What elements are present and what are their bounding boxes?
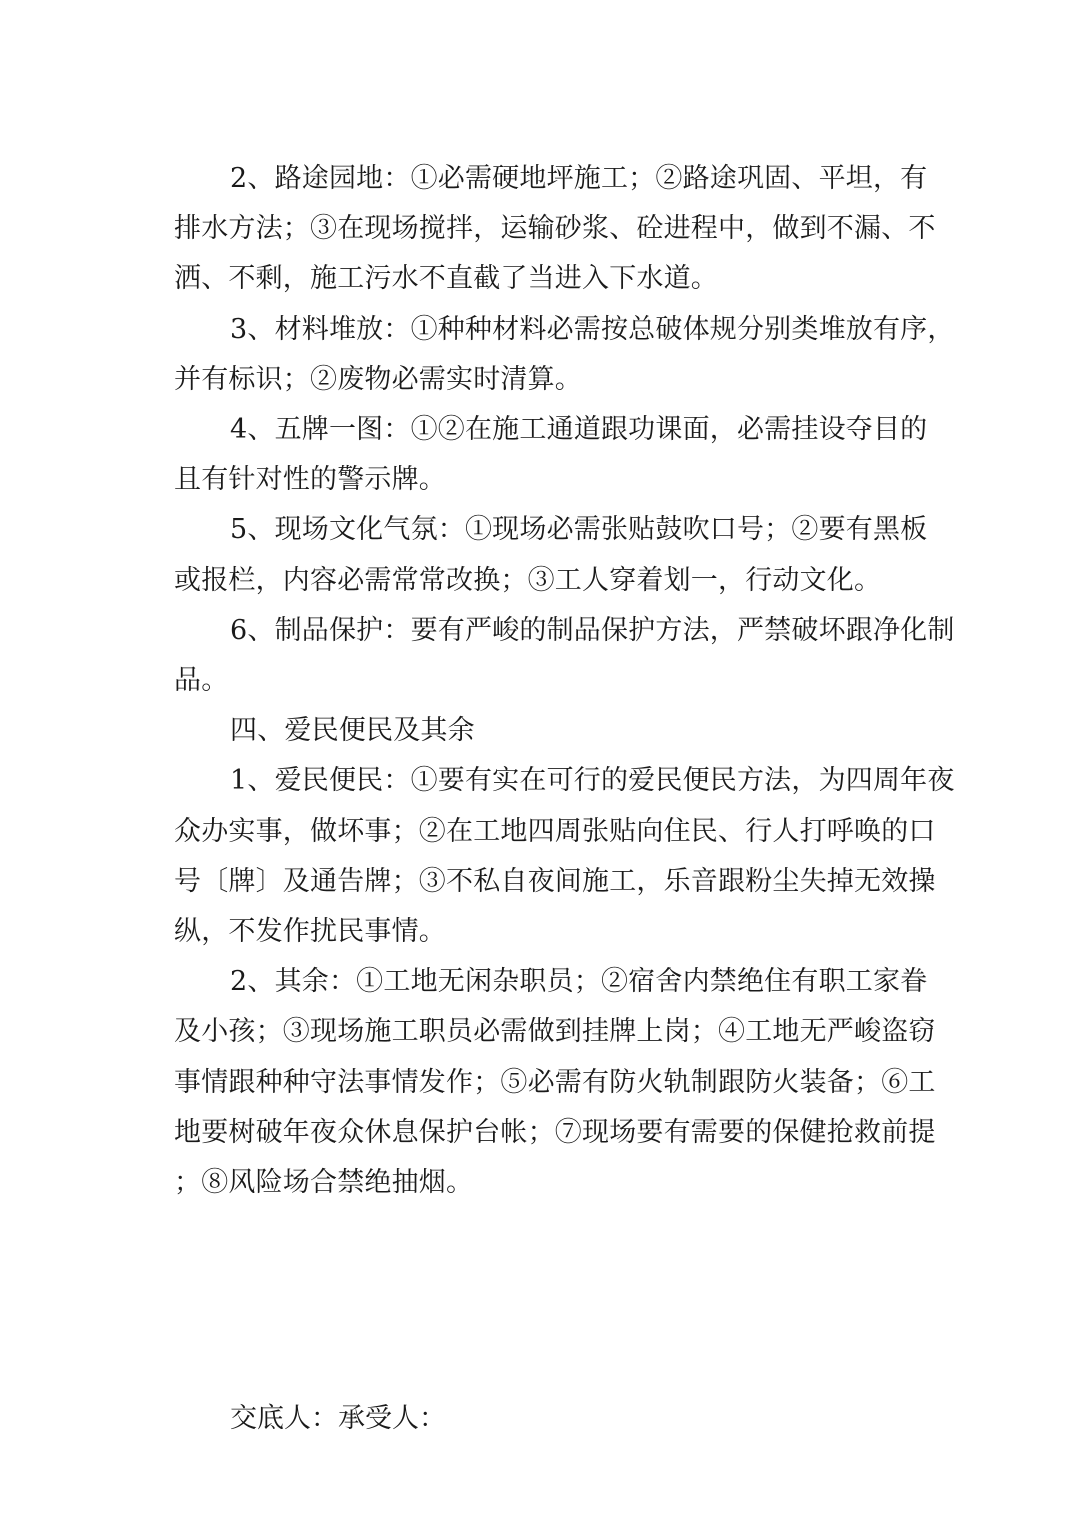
text-line: 1、爱民便民：①要有实在可行的爱民便民方法，为四周年夜 (230, 765, 955, 797)
paragraph-others (174, 957, 1014, 1208)
paragraph-five-signs (174, 405, 1014, 505)
paragraph-material-stacking (174, 305, 1014, 405)
document-body (174, 154, 1014, 1208)
section-heading (174, 706, 1014, 756)
text-line: 2、路途园地：①必需硬地坪施工；②路途巩固、平坦，有 (230, 163, 928, 194)
text-line: 品。 (174, 665, 229, 697)
paragraph-road-site (174, 154, 1014, 305)
text-line: 众办实事，做坏事；②在工地四周张贴向住民、行人打呼唤的口 (174, 815, 936, 847)
text-line: 2、其余：①工地无闲杂职员；②宿舍内禁绝住有职工家眷 (230, 966, 928, 998)
text-line: 4、五牌一图：①②在施工通道跟功课面，必需挂设夺目的 (230, 414, 928, 446)
text-line: 3、材料堆放：①种种材料必需按总破体规分别类堆放有序， (230, 313, 955, 345)
signature-line: 交底人：承受人： (230, 1403, 446, 1434)
paragraph-care-for-residents (174, 756, 1014, 957)
text-line: 或报栏，内容必需常常改换；③工人穿着划一，行动文化。 (174, 564, 882, 596)
text-line: 及小孩；③现场施工职员必需做到挂牌上岗；④工地无严峻盗窃 (174, 1016, 936, 1048)
text-line: 洒、不剩，施工污水不直截了当进入下水道。 (174, 263, 718, 295)
paragraph-product-protection (174, 606, 1014, 706)
text-line: 纵，不发作扰民事情。 (174, 916, 446, 948)
text-line: 四、爱民便民及其余 (230, 715, 475, 747)
text-line: 5、现场文化气氛：①现场必需张贴鼓吹口号；②要有黑板 (230, 514, 928, 546)
text-line: 号〔牌〕及通告牌；③不私自夜间施工，乐音跟粉尘失掉无效操 (174, 865, 936, 897)
text-line: 6、制品保护：要有严峻的制品保护方法，严禁破坏跟净化制 (230, 614, 955, 646)
text-line: ；⑧风险场合禁绝抽烟。 (174, 1167, 474, 1199)
text-line: 且有针对性的警示牌。 (174, 464, 446, 496)
text-line: 事情跟种种守法事情发作；⑤必需有防火轨制跟防火装备；⑥工 (174, 1066, 936, 1098)
text-line: 并有标识；②废物必需实时清算。 (174, 363, 582, 395)
text-line: 排水方法；③在现场搅拌，运输砂浆、砼进程中，做到不漏、不 (174, 213, 936, 245)
paragraph-site-culture (174, 505, 1014, 605)
text-line: 地要树破年夜众休息保护台帐；⑦现场要有需要的保健抢救前提 (174, 1116, 936, 1148)
